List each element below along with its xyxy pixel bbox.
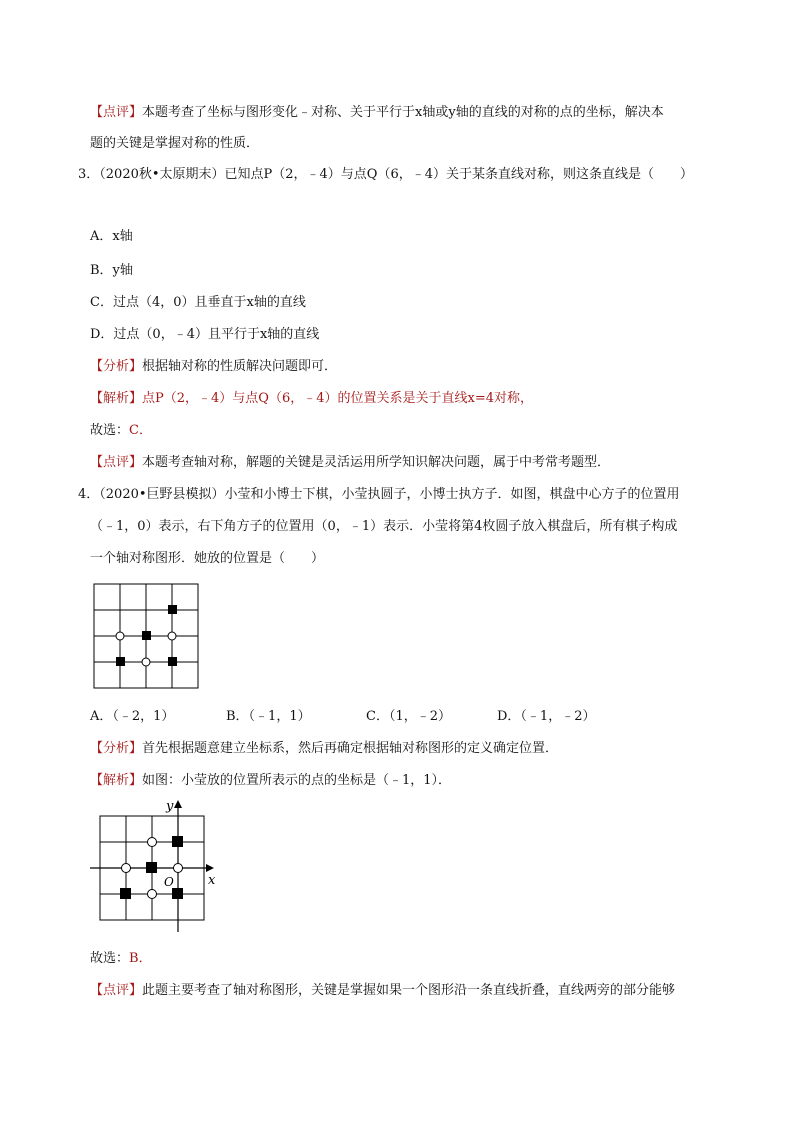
square-piece: [168, 657, 177, 666]
q4-option-d: D．（﹣1，﹣2）: [497, 709, 596, 724]
square-piece: [146, 862, 157, 873]
round-piece: [116, 632, 124, 640]
round-piece: [148, 890, 157, 899]
q3-analysis: 【分析】根据轴对称的性质解决问题即可．: [90, 359, 338, 374]
chess-board-figure: [92, 582, 202, 692]
round-piece: [122, 864, 131, 873]
q4-stem-line2: （﹣1，0）表示，右下角方子的位置用（0，﹣1）表示．小莹将第4枚圆子放入棋盘后，所有棋子构成: [90, 519, 678, 534]
origin-label: O: [164, 875, 174, 889]
q3-option-a: A．x轴: [90, 229, 133, 244]
q2-comment-line2: 题的关键是掌握对称的性质．: [90, 136, 260, 151]
q3-option-d: D．过点（0，﹣4）且平行于x轴的直线: [90, 327, 320, 342]
q4-solution: 【解析】如图：小莹放的位置所表示的点的坐标是（﹣1，1）．: [90, 773, 452, 788]
comment-tag: 【点评】: [90, 105, 143, 120]
q3-stem: 3．（2020秋•太原期末）已知点P（2，﹣4）与点Q（6，﹣4）关于某条直线对称，则这条直线是（ ）: [78, 167, 694, 182]
q4-option-a: A．（﹣2，1）: [90, 709, 175, 724]
axis-label-x: x: [208, 873, 216, 888]
square-piece: [142, 631, 151, 640]
square-piece: [168, 605, 177, 614]
round-piece: [174, 864, 183, 873]
round-piece: [168, 632, 176, 640]
q4-stem-line3: 一个轴对称图形．她放的位置是（ ）: [90, 551, 325, 566]
q3-answer: 故选：C．: [90, 423, 152, 438]
square-piece: [120, 888, 131, 899]
q4-option-b: B．（﹣1，1）: [226, 709, 311, 724]
q4-answer: 故选：B．: [90, 951, 152, 966]
q3-solution: 【解析】点P（2，﹣4）与点Q（6，﹣4）的位置关系是关于直线x=4对称，: [90, 391, 533, 406]
round-piece: [148, 838, 157, 847]
square-piece: [172, 836, 183, 847]
q4-analysis: 【分析】首先根据题意建立坐标系，然后再确定根据轴对称图形的定义确定位置．: [90, 741, 559, 756]
q4-comment: 【点评】此题主要考查了轴对称图形，关键是掌握如果一个图形沿一条直线折叠，直线两旁的部分能够: [90, 983, 676, 998]
q4-stem-line1: 4．（2020•巨野县模拟）小莹和小博士下棋，小莹执圆子，小博士执方子．如图，棋盘中心方子的位置用: [78, 487, 680, 502]
axis-label-y: y: [166, 799, 174, 814]
q2-comment-line1: 【点评】本题考查了坐标与图形变化﹣对称、关于平行于x轴或y轴的直线的对称的点的坐标，解决本: [90, 105, 664, 120]
square-piece: [116, 657, 125, 666]
q3-option-c: C．过点（4，0）且垂直于x轴的直线: [90, 295, 306, 310]
y-axis-arrow: [174, 800, 182, 808]
q4-option-c: C．（1，﹣2）: [366, 709, 451, 724]
q3-comment: 【点评】本题考查轴对称，解题的关键是灵活运用所学知识解决问题，属于中考常考题型．: [90, 455, 611, 470]
solution-board-figure: [88, 796, 228, 936]
x-axis-arrow: [206, 864, 214, 872]
round-piece: [142, 658, 150, 666]
square-piece: [172, 888, 183, 899]
q3-option-b: B．y轴: [90, 263, 133, 278]
